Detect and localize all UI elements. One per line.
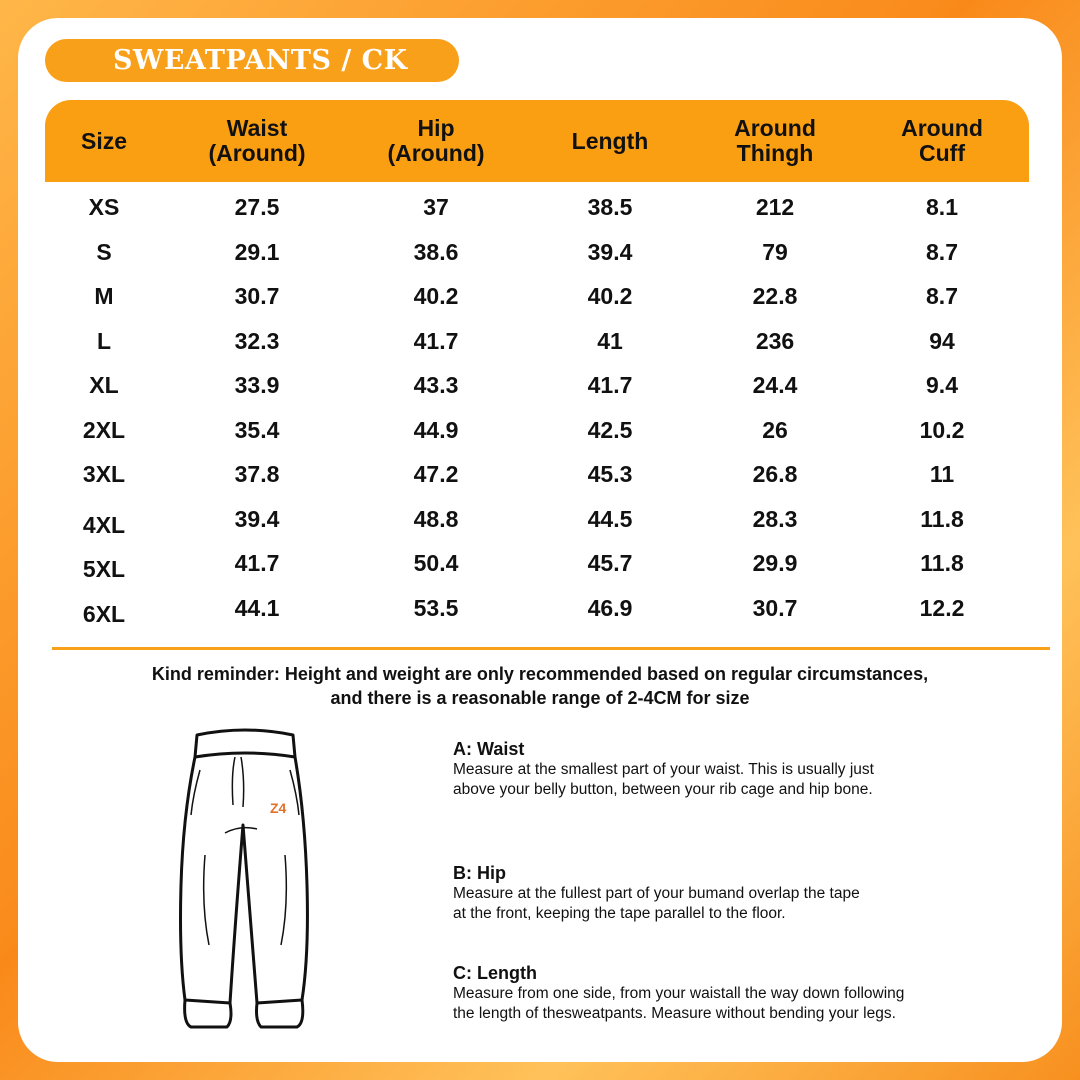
table-row [0, 417, 1080, 457]
sweatpants-illustration [175, 725, 315, 1035]
cell-waist: 41.7 [234, 550, 280, 576]
table-row [0, 550, 1080, 590]
header-size: Size [80, 127, 128, 154]
cell-size: M [94, 283, 114, 309]
cell-size: XL [89, 372, 119, 398]
cell-thigh: 26 [762, 416, 788, 443]
header-length: Length [571, 127, 649, 154]
cell-length: 45.3 [587, 461, 633, 487]
cell-cuff: 10.2 [919, 416, 965, 443]
cell-hip: 38.6 [413, 238, 459, 265]
cell-thigh: 30.7 [752, 594, 798, 621]
cell-waist: 30.7 [234, 283, 280, 309]
cell-waist: 37.8 [234, 461, 280, 487]
cell-size: 2XL [82, 416, 126, 443]
cell-size: 3XL [82, 461, 126, 487]
guide-waist [453, 738, 1053, 800]
guide-length [453, 962, 1053, 1024]
cell-waist: 39.4 [234, 505, 280, 532]
cell-thigh: 26.8 [752, 461, 798, 487]
cell-waist: 33.9 [234, 372, 280, 398]
cell-hip: 41.7 [413, 327, 459, 354]
table-row [0, 461, 1080, 501]
cell-hip: 40.2 [413, 283, 459, 309]
cell-thigh: 24.4 [752, 372, 798, 398]
cell-length: 40.2 [587, 283, 633, 309]
cell-length: 41.7 [587, 372, 633, 398]
cell-cuff: 9.4 [926, 372, 958, 398]
cell-thigh: 22.8 [752, 283, 798, 309]
reminder-line: Kind reminder: Height and weight are only recommended based on regular circumstances, [151, 664, 929, 684]
cell-length: 46.9 [587, 594, 633, 621]
cell-hip: 44.9 [413, 416, 459, 443]
cell-thigh: 79 [762, 238, 788, 265]
cell-cuff: 12.2 [919, 594, 965, 621]
cell-length: 39.4 [587, 238, 633, 265]
divider [52, 647, 1050, 650]
cell-hip: 53.5 [413, 594, 459, 621]
cell-cuff: 94 [929, 327, 955, 354]
cell-hip: 48.8 [413, 505, 459, 532]
guide-title: A: Waist [453, 739, 525, 759]
cell-size: L [96, 327, 112, 354]
cell-hip: 47.2 [413, 461, 459, 487]
table-row [0, 283, 1080, 323]
cell-length: 44.5 [587, 505, 633, 532]
cell-size: S [96, 238, 112, 265]
header-hip: Hip (Around) [387, 115, 485, 166]
header-waist: Waist (Around) [208, 115, 306, 166]
header-cuff: Around Cuff [901, 115, 983, 166]
cell-thigh: 28.3 [752, 505, 798, 532]
guide-title: C: Length [453, 963, 537, 983]
cell-length: 38.5 [587, 194, 633, 220]
guide-text: the length of thesweatpants. Measure without bending your legs. [453, 1005, 896, 1022]
cell-size: 5XL [82, 556, 126, 582]
cell-length: 41 [597, 327, 623, 354]
table-row [0, 372, 1080, 412]
cell-hip: 43.3 [413, 372, 459, 398]
cell-cuff: 8.7 [926, 238, 958, 265]
cell-cuff: 11.8 [920, 550, 964, 576]
cell-waist: 44.1 [234, 594, 280, 621]
cell-length: 45.7 [587, 550, 633, 576]
table-row [0, 328, 1080, 368]
guide-text: at the front, keeping the tape parallel to the floor. [453, 905, 786, 922]
cell-cuff: 11.8 [920, 505, 964, 532]
cell-hip: 50.4 [413, 550, 459, 576]
cell-thigh: 29.9 [752, 550, 798, 576]
brand-logo: Z4 [270, 800, 287, 816]
cell-waist: 29.1 [234, 238, 280, 265]
cell-waist: 32.3 [234, 327, 280, 354]
guide-text: Measure from one side, from your waistall the way down following [453, 985, 905, 1002]
guide-text: Measure at the smallest part of your waist. This is usually just [453, 761, 874, 778]
guide-text: Measure at the fullest part of your bumand overlap the tape [453, 885, 860, 902]
cell-length: 42.5 [587, 416, 633, 443]
guide-title: B: Hip [453, 863, 506, 883]
table-header [45, 100, 1029, 182]
cell-cuff: 8.1 [926, 194, 958, 220]
cell-size: 6XL [82, 600, 126, 627]
cell-waist: 27.5 [234, 194, 280, 220]
header-thigh: Around Thingh [734, 115, 816, 166]
cell-waist: 35.4 [234, 416, 280, 443]
cell-cuff: 8.7 [926, 283, 958, 309]
reminder [40, 662, 1040, 710]
cell-size: XS [88, 194, 120, 220]
table-row [0, 194, 1080, 234]
cell-size: 4XL [82, 511, 126, 538]
guide-text: above your belly button, between your rib cage and hip bone. [453, 781, 873, 798]
guide-hip [453, 862, 1053, 924]
table-row [0, 506, 1080, 546]
cell-cuff: 11 [929, 461, 955, 487]
reminder-line: and there is a reasonable range of 2-4CM for size [330, 688, 750, 708]
cell-hip: 37 [423, 194, 449, 220]
table-row [0, 595, 1080, 635]
page-title: SWEATPANTS / CK [45, 39, 459, 82]
cell-thigh: 212 [755, 194, 795, 220]
cell-thigh: 236 [755, 327, 795, 354]
table-row [0, 239, 1080, 279]
